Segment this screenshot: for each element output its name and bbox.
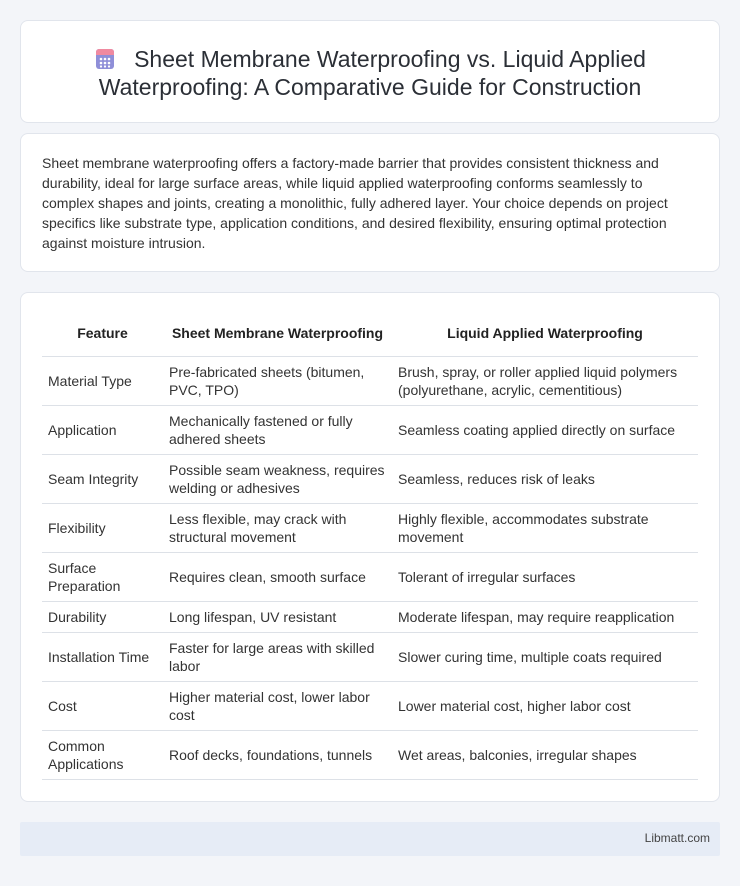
comparison-table [42, 311, 698, 780]
row-feature: Material Type [42, 356, 163, 405]
row-liquid-value: Seamless coating applied directly on surface [392, 405, 698, 454]
row-liquid-value: Seamless, reduces risk of leaks [392, 454, 698, 503]
row-sheet-value: Mechanically fastened or fully adhered sheets [163, 405, 392, 454]
row-sheet-value: Higher material cost, lower labor cost [163, 681, 392, 730]
calculator-icon [94, 48, 116, 70]
row-sheet-value: Faster for large areas with skilled labor [163, 632, 392, 681]
row-sheet-value: Requires clean, smooth surface [163, 552, 392, 601]
row-liquid-value: Moderate lifespan, may require reapplication [392, 601, 698, 632]
table-row [42, 454, 698, 503]
row-sheet-value: Long lifespan, UV resistant [163, 601, 392, 632]
title-line-1: Sheet Membrane Waterproofing vs. Liquid Applied [134, 46, 646, 72]
footer-bar [20, 822, 720, 856]
row-sheet-value: Roof decks, foundations, tunnels [163, 730, 392, 779]
title-line-2: Waterproofing: A Comparative Guide for Construction [98, 74, 642, 100]
comparison-table-card [20, 292, 720, 802]
page-title [21, 45, 719, 101]
row-liquid-value: Tolerant of irregular surfaces [392, 552, 698, 601]
table-row [42, 730, 698, 779]
row-sheet-value: Possible seam weakness, requires welding or adhesives [163, 454, 392, 503]
table-row [42, 632, 698, 681]
footer-brand-link[interactable]: Libmatt.com [644, 831, 710, 845]
row-feature: Seam Integrity [42, 454, 163, 503]
table-row [42, 601, 698, 632]
row-feature: Flexibility [42, 503, 163, 552]
row-sheet-value: Less flexible, may crack with structural movement [163, 503, 392, 552]
row-liquid-value: Highly flexible, accommodates substrate movement [392, 503, 698, 552]
row-feature: Surface Preparation [42, 552, 163, 601]
table-row [42, 681, 698, 730]
row-sheet-value: Pre-fabricated sheets (bitumen, PVC, TPO) [163, 356, 392, 405]
row-feature: Durability [42, 601, 163, 632]
summary-card [20, 133, 720, 272]
table-row [42, 552, 698, 601]
row-liquid-value: Slower curing time, multiple coats required [392, 632, 698, 681]
row-feature: Installation Time [42, 632, 163, 681]
header-liquid-applied: Liquid Applied Waterproofing [392, 311, 698, 356]
row-feature: Cost [42, 681, 163, 730]
table-row [42, 356, 698, 405]
table-row [42, 503, 698, 552]
title-card [20, 20, 720, 123]
row-liquid-value: Brush, spray, or roller applied liquid polymers (polyurethane, acrylic, cementitious) [392, 356, 698, 405]
row-feature: Common Applications [42, 730, 163, 779]
row-liquid-value: Lower material cost, higher labor cost [392, 681, 698, 730]
table-row [42, 405, 698, 454]
summary-text: Sheet membrane waterproofing offers a factory-made barrier that provides consistent thickness and durability, ideal for large surface areas, while liquid applied waterproofing conforms seamlessly to complex shapes and joints, creating a monolithic, fully adhered layer. Your choice depends on project specifics like substrate type, application conditions, and desired flexibility, ensuring optimal protection against moisture intrusion. [42, 155, 668, 251]
row-feature: Application [42, 405, 163, 454]
row-liquid-value: Wet areas, balconies, irregular shapes [392, 730, 698, 779]
table-header-row [42, 311, 698, 356]
header-sheet-membrane: Sheet Membrane Waterproofing [163, 311, 392, 356]
header-feature: Feature [42, 311, 163, 356]
